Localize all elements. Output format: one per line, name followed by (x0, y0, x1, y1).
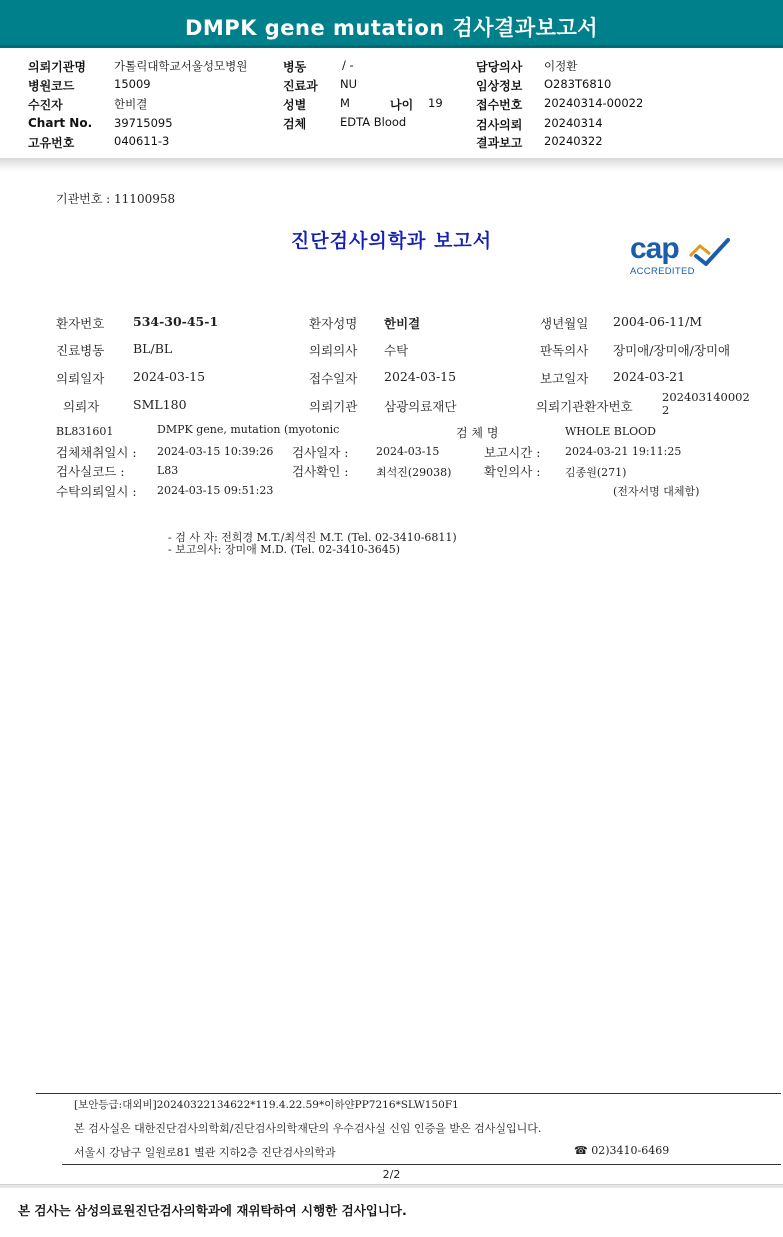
ward-label-2: 진료병동 (56, 343, 105, 358)
report-heading: 진단검사의학과 보고서 (290, 230, 493, 252)
report-date-label: 결과보고 (476, 136, 523, 150)
receipt-no-value: 20240314-00022 (544, 96, 644, 110)
requester-label: 의뢰자 (63, 399, 100, 414)
referring-doctor-value: 수탁 (384, 343, 409, 358)
institution-label: 의뢰기관명 (28, 60, 86, 74)
ward-value-2: BL/BL (133, 341, 173, 356)
report-time-value: 2024-03-21 19:11:25 (565, 445, 682, 458)
report-title-banner (0, 0, 783, 48)
footer-top-rule (36, 1093, 781, 1094)
receive-date-label: 접수일자 (309, 371, 358, 386)
hospital-code-label: 병원코드 (28, 79, 75, 93)
request-date-value-2: 2024-03-15 (133, 369, 206, 384)
cap-accredited-logo (626, 232, 732, 282)
footer-bottom-rule (62, 1164, 781, 1165)
ward-value: / - (342, 58, 354, 72)
cap-check-icon (688, 236, 730, 270)
test-date-value: 2024-03-15 (376, 445, 440, 458)
inst-patient-no-line2: 2 (662, 403, 670, 417)
test-date-label: 검사일자 : (292, 445, 349, 460)
collect-time-label: 검체채취일시 : (56, 445, 137, 460)
reviewer-value: 장미애/장미애/장미애 (613, 343, 731, 358)
request-date-label-2: 의뢰일자 (56, 371, 105, 386)
doctor-confirm-label: 확인의사 : (484, 464, 541, 479)
inst-patient-no-label: 의뢰기관환자번호 (536, 399, 633, 414)
report-date-label-2: 보고일자 (540, 371, 589, 386)
test-confirm-value: 최석진(29038) (376, 466, 452, 479)
inst-patient-no-line1: 202403140002 (662, 390, 750, 404)
recipient-label: 수진자 (28, 98, 63, 112)
patient-name-value: 한비결 (384, 316, 421, 331)
hospital-code-value: 15009 (114, 77, 151, 91)
reporting-doctor-info: - 보고의사: 장미애 M.D. (Tel. 02-3410-3645) (168, 543, 400, 556)
clinical-info-label: 임상정보 (476, 79, 523, 93)
institution-value: 가톨릭대학교서울성모병원 (114, 59, 248, 73)
clinical-info-value: O283T6810 (544, 77, 612, 91)
doctor-confirm-value: 김종원(271) (565, 466, 627, 479)
specimen-name-label: 검 체 명 (456, 426, 499, 440)
specimen-value: EDTA Blood (340, 115, 407, 129)
request-date-label: 검사의뢰 (476, 118, 523, 132)
receipt-no-label: 접수번호 (476, 98, 523, 112)
referring-doctor-label: 의뢰의사 (309, 343, 358, 358)
specimen-label: 검체 (283, 117, 307, 131)
doctor-label: 담당의사 (476, 60, 523, 74)
cap-logo-word: cap (630, 232, 679, 265)
sex-label: 성별 (283, 98, 307, 112)
recipient-value: 한비결 (114, 97, 148, 111)
report-date-value: 20240322 (544, 134, 603, 148)
institution-value-2: 삼광의료재단 (384, 399, 457, 414)
phone-line: ☎ 02)3410-6469 (574, 1144, 670, 1157)
age-label: 나이 (390, 98, 414, 112)
unique-no-value: 040611-3 (114, 134, 170, 148)
report-date-value-2: 2024-03-21 (613, 369, 686, 384)
lab-code-value: L83 (157, 464, 179, 477)
footer-bar (0, 1184, 783, 1188)
collect-time-value: 2024-03-15 10:39:26 (157, 445, 274, 458)
patient-no-label: 환자번호 (56, 316, 105, 331)
dob-label: 생년월일 (540, 316, 589, 331)
tester-info: - 검 사 자: 전희경 M.T./최석진 M.T. (Tel. 02-3410-6811) (168, 531, 457, 544)
test-confirm-label: 검사확인 : (292, 464, 349, 479)
receive-date-value: 2024-03-15 (384, 369, 457, 384)
chart-no-label: Chart No. (28, 116, 93, 130)
unique-no-label: 고유번호 (28, 136, 75, 150)
reviewer-label: 판독의사 (540, 343, 589, 358)
dob-value: 2004-06-11/M (613, 314, 703, 329)
request-date-value: 20240314 (544, 116, 603, 130)
agency-number: 기관번호 : 11100958 (56, 192, 176, 206)
lab-code-label: 검사실코드 : (56, 464, 125, 479)
address-line: 서울시 강남구 일원로81 별관 지하2층 진단검사의학과 (74, 1146, 336, 1159)
report-time-label: 보고시간 : (484, 445, 541, 460)
reconsignment-notice: 본 검사는 삼성의료원진단검사의학과에 재위탁하여 시행한 검사입니다. (18, 1203, 407, 1218)
cap-logo-sub: ACCREDITED (630, 266, 695, 277)
certification-line: 본 검사실은 대한진단검사의학회/진단검사의학재단의 우수검사실 신임 인증을 받은 검사실입니다. (74, 1122, 542, 1135)
test-code: BL831601 (56, 425, 114, 438)
doctor-value: 이정환 (544, 59, 578, 73)
requester-value: SML180 (133, 397, 187, 412)
patient-name-label: 환자성명 (309, 316, 358, 331)
commission-time-label: 수탁의뢰일시 : (56, 484, 137, 499)
sex-value: M (340, 96, 350, 110)
specimen-name-value: WHOLE BLOOD (565, 425, 656, 438)
security-line: [보안등급:대외비]20240322134622*119.4.22.59*이하얀PP7216*SLW150F1 (74, 1099, 459, 1111)
age-value: 19 (428, 96, 443, 110)
commission-time-value: 2024-03-15 09:51:23 (157, 484, 274, 497)
section-divider (0, 158, 783, 172)
chart-no-value: 39715095 (114, 116, 173, 130)
test-name: DMPK gene, mutation (myotonic (157, 423, 340, 436)
department-label: 진료과 (283, 79, 318, 93)
header-info (0, 52, 783, 157)
patient-no-value: 534-30-45-1 (133, 314, 219, 329)
page-number: 2/2 (382, 1168, 401, 1181)
institution-label-2: 의뢰기관 (309, 399, 358, 414)
report-title: DMPK gene mutation 검사결과보고서 (184, 16, 599, 40)
department-value: NU (340, 77, 358, 91)
esign-note: (전자서명 대체함) (613, 485, 700, 498)
ward-label: 병동 (283, 60, 307, 74)
